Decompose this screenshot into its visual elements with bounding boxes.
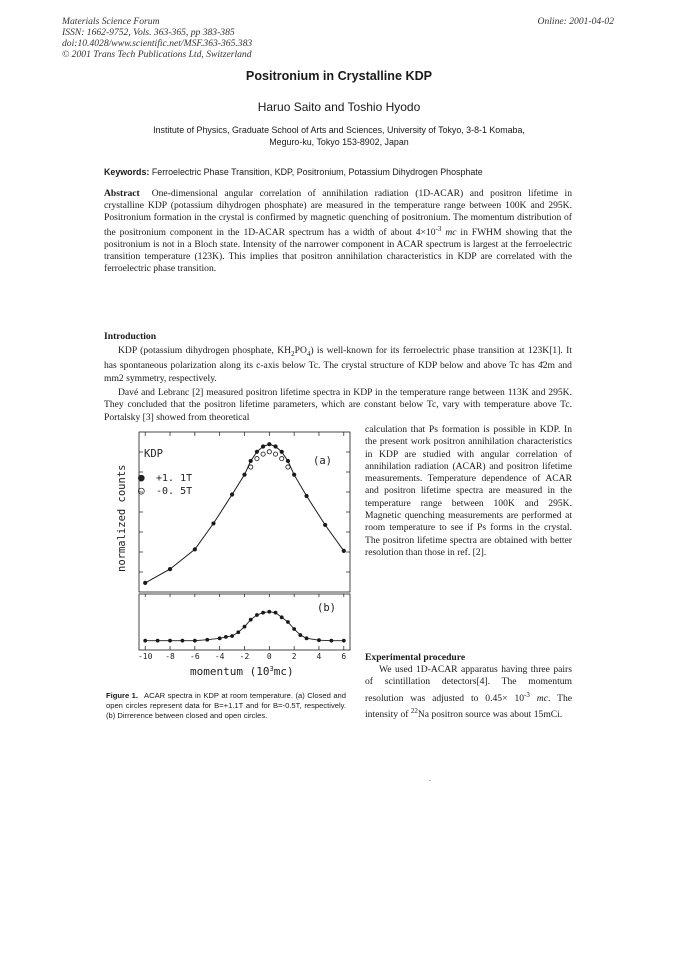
authors: Haruo Saito and Toshio Hyodo [257,100,421,114]
data-point-plus-1-1T [292,473,296,477]
sample-label: KDP [144,448,163,460]
legend-label-filled: +1. 1T [156,473,193,484]
figure-1-chart [104,424,360,684]
data-point-minus-0-5T [267,450,271,454]
x-tick-label: -8 [165,652,175,661]
intro-text-b: PO [294,345,307,356]
exp-text-b: . The intensity of [365,692,573,721]
data-point-plus-1-1T [193,547,197,551]
difference-point [193,639,197,643]
journal-header [62,16,252,60]
subscript-4: 4 [306,349,311,358]
difference-point [236,630,240,634]
online-date: Online: 2001-04-02 [537,16,614,27]
data-point-minus-0-5T [273,452,277,456]
subscript-2: 2 [291,349,295,358]
caption-label: Figure 1. [106,691,139,700]
x-tick-label: 2 [291,652,297,661]
difference-point [205,638,209,642]
data-point-minus-0-5T [249,465,253,469]
experimental-heading: Experimental procedure [365,652,466,663]
journal-name: Materials Science Forum [62,16,160,27]
panel-a-label: (a) [313,455,332,467]
affiliation-line-2: Meguro-ku, Tokyo 153-8902, Japan [269,136,409,147]
data-point-plus-1-1T [261,444,265,448]
difference-point [280,615,284,619]
legend-label-open: -0. 5T [156,486,193,497]
symmetry-symbol: 4̄2m [537,360,555,372]
copyright: © 2001 Trans Tech Publications Ltd, Switzerland [62,49,252,60]
times-sign: × [420,226,426,238]
data-point-minus-0-5T [255,457,259,461]
data-point-plus-1-1T [267,442,271,446]
x-tick-label: 0 [266,652,272,661]
caption-text: ACAR spectra in KDP at room temperature. (a) Closed and open circles represent data for B=+1.1T and for B=-0.5T, respectively. (b) Dirrerence between closed and open circles. [106,691,346,720]
difference-point [267,610,271,614]
difference-point [218,636,222,640]
introduction-right-column: calculation that Ps formation is possible in KDP. In the present work positron annihilation characteristics in KDP are studied with angular correlation of annihilation radiation (ACAR) and positron lifetime measurements. Temperature dependence of ACAR and positron lifetime spectra are measured in the temperature range between 100K and 295K. Magnetic quenching measurements are performed at room temperature to see if Ps forms in the crystal. The positron lifetime spectra are obtained with better resolution than those in ref. [2]. [365,424,572,558]
panel-b-label: (b) [317,602,336,614]
data-point-plus-1-1T [255,450,259,454]
difference-point [342,639,346,643]
times-sign: × [502,692,508,704]
difference-point [292,627,296,631]
data-point-plus-1-1T [211,521,215,525]
data-point-plus-1-1T [230,492,234,496]
data-point-plus-1-1T [323,523,327,527]
exp-text-a: We used 1D-ACAR apparatus having three pairs of scintillation detectors[4]. The momentum resolution was adjusted to 0.45 [365,664,572,704]
introduction-heading: Introduction [104,331,157,342]
x-tick-label: -6 [190,652,200,661]
difference-point [249,618,253,622]
data-point-minus-0-5T [261,452,265,456]
data-point-plus-1-1T [342,549,346,553]
data-point-plus-1-1T [273,444,277,448]
difference-point [261,611,265,615]
difference-point [230,634,234,638]
exp-text-c: Na positron source was about 15mCi. [417,709,563,721]
isotope-number: 22 [410,707,418,716]
ten: 10 [514,692,525,704]
abstract-text-2: in FWHM showing that the positronium is not in a Bloch state. Intensity of the narrower component in ACAR spectrum is largest at the ferroelectric transition temperature (123K). This implies that positron annihilation characteristics in KDP are correlated with the ferroelectric phase transition. [104,226,572,274]
data-point-plus-1-1T [168,567,172,571]
abstract-text-1: One-dimensional angular correlation of annihilation radiation (1D-ACAR) and positron lifetime in crystalline KDP (potassium dihydrogen phosphate) are measured in the temperature range between 100K and 295K. Positronium formation in the crystal is confirmed by magnetic quenching of positronium. The momentum distribution of the positronium component in the 1D-ACAR spectrum has a width of about 4 [104,188,572,238]
data-point-minus-0-5T [280,457,284,461]
intro-text-a: KDP (potassium dihydrogen phosphate, KH [118,345,292,356]
data-point-minus-0-5T [286,465,290,469]
x-axis-label [190,665,294,678]
difference-point [274,611,278,615]
x-tick-label: -2 [239,652,250,661]
exponent: -3 [435,224,442,233]
intro-text-c: ) is well-known for its ferroelectric phase transition at 123K[1]. It has spontaneous polarization along its c-axis below Tc. The crystal structure of KDP below and above Tc has [104,345,573,372]
mc-unit: mc [536,692,548,704]
exponent: -3 [524,690,530,699]
difference-point [224,635,228,639]
legend-marker-open: ○ [138,484,145,497]
difference-point [305,636,309,640]
introduction-paragraph-1 [104,345,572,385]
x-tick-label: 6 [341,652,347,661]
legend-marker-filled: ● [138,471,145,484]
data-point-plus-1-1T [143,581,147,585]
x-tick-label: -10 [137,652,153,661]
intro-text-d: and mm2 symmetry, respectively. [104,360,572,384]
data-point-plus-1-1T [304,494,308,498]
difference-point [156,639,160,643]
y-axis-label-text: normalized counts [116,464,128,572]
x-axis-label-a: momentum (10 [190,665,270,678]
x-axis-label-b: mc) [273,665,294,678]
data-point-plus-1-1T [249,459,253,463]
keywords-label: Keywords: [104,167,150,177]
difference-point [243,625,247,629]
abstract [104,188,572,275]
abstract-label: Abstract [104,188,140,199]
doi: doi:10.4028/www.scientific.net/MSF.363-365.383 [62,38,253,49]
difference-point [255,613,259,617]
difference-point [317,638,321,642]
y-axis-label [116,465,128,572]
introduction-paragraph-2: Davé and Lebranc [2] measured positron lifetime spectra in KDP in the temperature range between 113K and 295K. They concluded that the positron lifetime parameters, which are constant below Tc, vary with temperature above Tc. Portalsky [3] showed from theoretical [104,387,572,423]
x-tick-label: -4 [214,652,225,661]
affiliation [100,125,578,148]
x-tick-label: 4 [316,652,322,661]
ten: 10 [425,226,436,238]
scan-speck [429,780,431,781]
x-axis-label-exp: 3 [269,665,274,673]
data-point-plus-1-1T [242,473,246,477]
data-point-plus-1-1T [280,450,284,454]
issn: ISSN: 1662-9752, Vols. 363-365, pp 383-385 [62,27,235,38]
paper-title: Positronium in Crystalline KDP [245,69,433,83]
mc-unit: mc [445,226,457,238]
difference-point [181,639,185,643]
keywords-text: Ferroelectric Phase Transition, KDP, Positronium, Potassium Dihydrogen Phosphate [151,167,483,177]
difference-point [298,633,302,637]
keywords [104,167,574,177]
affiliation-line-1: Institute of Physics, Graduate School of Arts and Sciences, University of Tokyo, 3-8-1 Komaba, [153,125,525,135]
difference-point [143,639,147,643]
difference-point [286,620,290,624]
difference-point [168,639,172,643]
figure-caption [106,691,346,721]
difference-point [329,639,333,643]
experimental-paragraph [365,664,572,722]
data-point-plus-1-1T [286,459,290,463]
